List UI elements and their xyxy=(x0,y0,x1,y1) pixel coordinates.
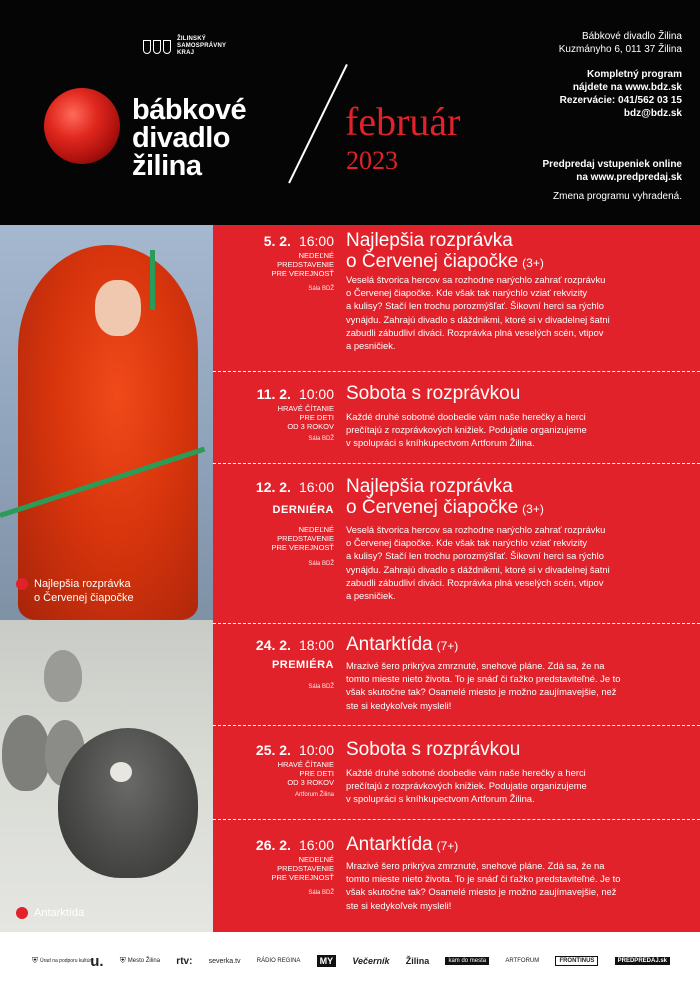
sponsor-logo: Žilina xyxy=(405,956,430,966)
sponsor-logo: MY xyxy=(317,955,337,967)
event-title: Najlepšia rozprávka o Červenej čiapočke (3+) xyxy=(346,476,544,518)
website-link[interactable]: nájdete na www.bdz.sk xyxy=(572,82,682,93)
photo-red-riding-hood xyxy=(0,225,213,620)
dashed-separator xyxy=(213,623,700,624)
sponsor-logo: FRONTINUS xyxy=(555,956,598,966)
event-type: HRAVÉ ČÍTANIE PRE DETI OD 3 ROKOV xyxy=(277,404,334,431)
sponsor-logo: ⛨ Mesto Žilina xyxy=(119,956,161,965)
email-link[interactable]: bdz@bdz.sk xyxy=(623,108,682,119)
event-title: Sobota s rozprávkou xyxy=(346,739,521,760)
sponsor-bar xyxy=(0,932,700,990)
divider-slash xyxy=(288,64,347,183)
shield-icon: ⛨ xyxy=(32,956,38,965)
event-type: HRAVÉ ČÍTANIE PRE DETI OD 3 ROKOV xyxy=(277,760,334,787)
program-list xyxy=(213,225,700,932)
presale-link[interactable]: na www.predpredaj.sk xyxy=(576,172,682,183)
event-description: Veselá štvorica hercov sa rozhodne narýchlo zahrať rozprávku o Červenej čiapočke. Kde však tak narýchlo vziať rekvizity a kulisy? Stačí len trochu porozmýšľať. Šikovní herci sa rýchlo vynájdu. Zahrajú divadlo s dáždnikmi, ktoré si v divadelnej šatni zabudli zábudliví diváci. Rozprávka plná veselých scén, vtipov a pesničiek. xyxy=(346,274,610,352)
event-date: 25. 2. 10:00 xyxy=(255,742,334,758)
sponsor-logo: ARTFORUM xyxy=(505,958,540,964)
theatre-ball-logo xyxy=(44,88,120,164)
presale-info: Predpredaj vstupeniek online na www.predpredaj.sk xyxy=(542,159,682,183)
poster-header xyxy=(0,0,700,225)
event-type: NEDEĽNÉ PREDSTAVENIE PRE VEREJNOSŤ xyxy=(271,855,334,882)
shield-icon: ⛨ xyxy=(119,956,126,965)
derniere-badge: DERNIÉRA xyxy=(272,504,334,516)
event-title: Antarktída (7+) xyxy=(346,634,459,655)
theatre-name: bábkové divadlo žilina xyxy=(132,94,247,182)
sponsor-logo: u. xyxy=(90,952,104,970)
sponsor-logo: PREDPREDAJ.sk xyxy=(615,957,670,965)
dashed-separator xyxy=(213,463,700,464)
dashed-separator xyxy=(213,371,700,372)
event-title: Sobota s rozprávkou xyxy=(346,383,521,404)
event-type: NEDEĽNÉ PREDSTAVENIE PRE VEREJNOSŤ xyxy=(271,525,334,552)
photo1-caption: Najlepšia rozprávka o Červenej čiapočke xyxy=(16,577,134,605)
month-title: február xyxy=(345,99,461,144)
sponsor-logo: RÁDIO REGINA xyxy=(256,958,301,964)
event-date: 5. 2. 16:00 xyxy=(263,233,334,249)
photo2-caption: Antarktída xyxy=(16,906,84,920)
event-venue: Artforum Žilina xyxy=(294,792,334,798)
event-venue: Sála BDŽ xyxy=(308,286,334,292)
event-date: 11. 2. 10:00 xyxy=(256,386,334,402)
region-name: ŽILINSKÝ SAMOSPRÁVNY KRAJ xyxy=(177,36,227,56)
year-title: 2023 xyxy=(346,146,398,175)
program-note: Zmena programu vyhradená. xyxy=(553,191,682,202)
reservation-phone[interactable]: Rezervácie: 041/562 03 15 xyxy=(559,95,682,106)
event-description: Každé druhé sobotné doobedie vám naše herečky a herci prečítajú z rozprávkových knižiek. Podujatie organizujeme v spolupráci s kníhkupectvom Artforum Žilina. xyxy=(346,411,587,449)
crest-icon xyxy=(143,40,171,54)
event-venue: Sála BDŽ xyxy=(308,684,334,690)
sponsor-logo: rtv: xyxy=(176,955,193,967)
event-venue: Sála BDŽ xyxy=(308,890,334,896)
dashed-separator xyxy=(213,725,700,726)
red-dot-icon xyxy=(16,907,28,919)
event-date: 12. 2. 16:00 xyxy=(255,479,334,495)
region-logo xyxy=(143,36,237,57)
event-title: Antarktída (7+) xyxy=(346,834,459,855)
premiere-badge: PREMIÉRA xyxy=(271,659,334,671)
sponsor-logo: ⛨ Úrad na podporu kultúry xyxy=(32,956,94,965)
event-date: 24. 2. 18:00 xyxy=(255,637,334,653)
sponsor-logo: kam do mesta xyxy=(445,957,489,965)
photo-antarctica xyxy=(0,620,213,932)
penguin-puppet xyxy=(58,728,198,878)
event-type: NEDEĽNÉ PREDSTAVENIE PRE VEREJNOSŤ xyxy=(271,251,334,278)
event-description: Každé druhé sobotné doobedie vám naše herečky a herci prečítajú z rozprávkových knižiek. Podujatie organizujeme v spolupráci s kníhkupectvom Artforum Žilina. xyxy=(346,767,587,805)
event-description: Veselá štvorica hercov sa rozhodne narýchlo zahrať rozprávku o Červenej čiapočke. Kde však tak narýchlo vziať rekvizity a kulisy? Stačí len trochu porozmýšľať. Šikovní herci sa rýchlo vynájdu. Zahrajú divadlo s dáždnikmi, ktoré si v divadelnej šatni zabudli zábudliví diváci. Rozprávka plná veselých scén, vtipov a pesničiek. xyxy=(346,524,610,602)
event-venue: Sála BDŽ xyxy=(308,436,334,442)
event-date: 26. 2. 16:00 xyxy=(255,837,334,853)
red-dot-icon xyxy=(16,578,28,590)
sponsor-logo: severka.tv xyxy=(208,957,241,965)
dashed-separator xyxy=(213,819,700,820)
contact-info: Bábkové divadlo Žilina Kuzmányho 6, 011 37 Žilina Kompletný program nájdete na www.bdz.sk Rezervácie: 041/562 03 15 bdz@bdz.sk xyxy=(558,31,682,119)
event-venue: Sála BDŽ xyxy=(308,561,334,567)
sponsor-logo: Večerník xyxy=(352,956,390,966)
event-description: Mrazivé šero prikrýva zmrznuté, snehové pláne. Zdá sa, že na tomto mieste nieto života. To je snáď či ťažko predstaviteľné. Je to však skutočne tak? Osamelé miesto je možno zaujímavejšie, než ste si kedykoľvek mysleli! xyxy=(346,860,621,911)
event-title: Najlepšia rozprávka o Červenej čiapočke (3+) xyxy=(346,230,544,272)
event-description: Mrazivé šero prikrýva zmrznuté, snehové pláne. Zdá sa, že na tomto mieste nieto života. To je snáď či ťažko predstaviteľné. Je to však skutočne tak? Osamelé miesto je možno zaujímavejšie, než ste si kedykoľvek mysleli! xyxy=(346,660,621,711)
